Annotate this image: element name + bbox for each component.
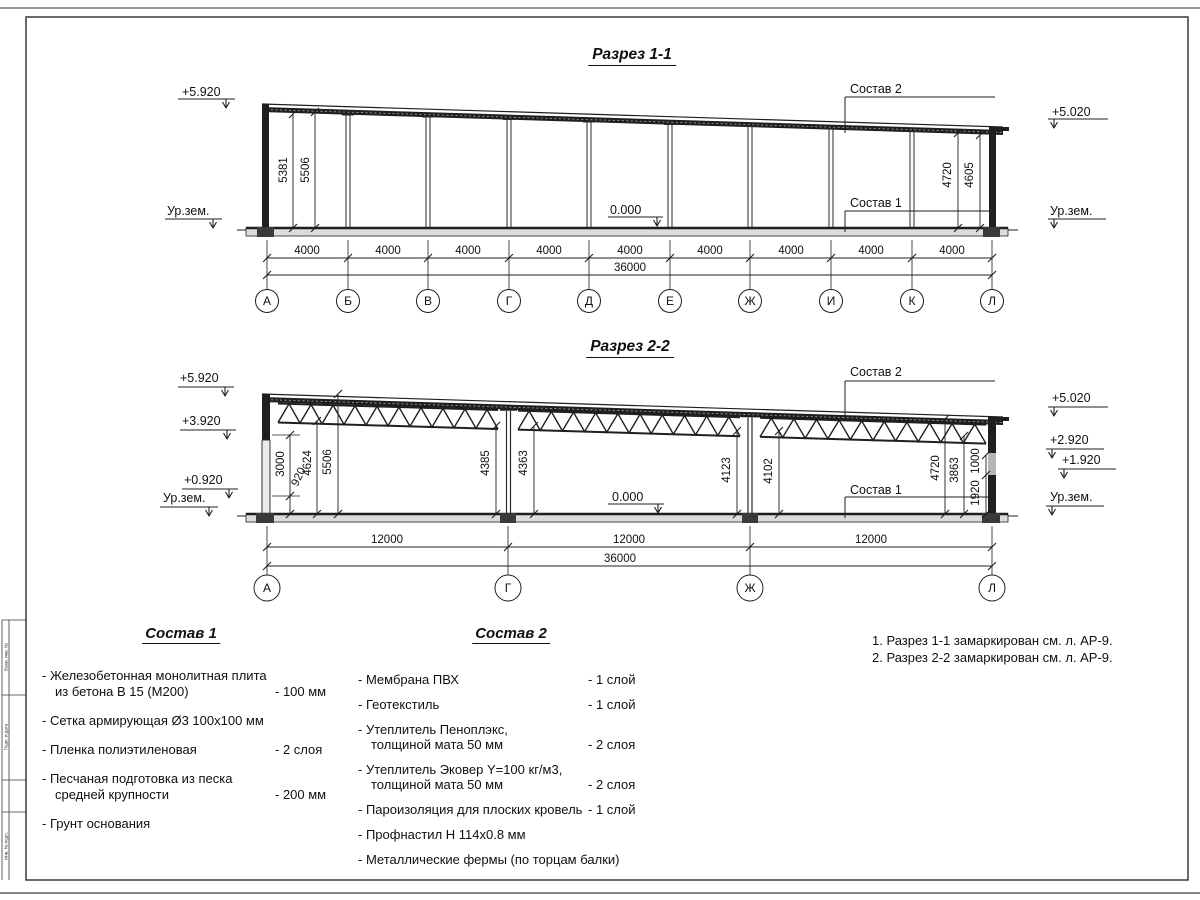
axis-bubble-label: Г: [504, 581, 512, 595]
legend-item-line: средней крупности: [55, 787, 169, 802]
legend-item: [358, 852, 668, 867]
dim-label: 4385: [480, 450, 492, 476]
legend-item: [358, 722, 668, 752]
axis-bubble-label: Е: [665, 294, 675, 308]
legend2-title: Состав 2: [472, 625, 550, 644]
axis-bubble-label: Б: [344, 294, 352, 308]
note-line: 1. Разрез 1-1 замаркирован см. л. АР-9.: [872, 633, 1113, 648]
dim-label: 3863: [949, 457, 961, 483]
axis-bubble-label: А: [262, 581, 272, 595]
legend-item-qty: - 1 слой: [588, 697, 636, 712]
bay-dim-label: 4000: [294, 245, 320, 257]
bay-dim-label: 4000: [939, 245, 965, 257]
legend-item: [358, 827, 668, 842]
ground-level-label: Ур.зем.: [1050, 490, 1093, 504]
dim-label: 1000: [970, 448, 982, 474]
dim-label: 5381: [278, 157, 290, 183]
bay-dim-label: 4000: [778, 245, 804, 257]
legend-item-line: толщиной мата 50 мм: [371, 737, 504, 752]
legend-item: [358, 802, 668, 817]
axis-bubble-label: Л: [988, 581, 996, 595]
axis-bubble-label: Ж: [744, 581, 756, 595]
callout-label: Состав 1: [850, 196, 902, 210]
dim-label: 3000: [275, 451, 287, 477]
dim-label: 920: [289, 465, 309, 489]
axis-bubble-label: Л: [988, 294, 996, 308]
legend-item-line: - Железобетонная монолитная плита: [42, 668, 267, 683]
dim-label: 4624: [302, 450, 314, 476]
section1-title: Разрез 1-1: [588, 46, 676, 66]
elevation-label: +5.920: [180, 371, 219, 385]
dim-label: 1920: [970, 480, 982, 506]
bay-dim-label: 4000: [375, 245, 401, 257]
legend-item-line: - Грунт основания: [42, 816, 151, 831]
elevation-arrows: [206, 99, 1068, 516]
legend-item-line: - Пароизоляция для плоских кровель: [358, 802, 583, 817]
bay-dim-label: 4000: [617, 245, 643, 257]
dim-label: 5506: [322, 449, 334, 475]
legend-item-qty: - 2 слоя: [588, 737, 636, 752]
legend-item: [42, 742, 352, 758]
legend-item-line: - Металлические фермы (по торцам балки): [358, 852, 620, 867]
dim-label: 4363: [518, 450, 530, 476]
total-dim-label: 36000: [604, 553, 636, 565]
elevation-label: +5.020: [1052, 391, 1091, 405]
stamp-label: Инв. № подл.: [3, 831, 9, 861]
zero-level-label: 0.000: [612, 490, 644, 504]
note-line: 2. Разрез 2-2 замаркирован см. л. АР-9.: [872, 649, 1113, 665]
ground-level-label: Ур.зем.: [163, 491, 206, 505]
callout-label: Состав 1: [850, 483, 902, 497]
legend-item-line: толщиной мата 50 мм: [371, 777, 504, 792]
legend-item-qty: - 100 мм: [275, 684, 327, 699]
stamp-label: Взам. инв. №: [3, 643, 9, 671]
bay-dim-label: 12000: [855, 534, 887, 546]
section2-title: Разрез 2-2: [586, 338, 674, 358]
elevation-label: +1.920: [1062, 453, 1101, 467]
axis-bubble-label: И: [826, 294, 836, 308]
dim-label: 4102: [763, 458, 775, 484]
axis-bubble-label: В: [423, 294, 433, 308]
legend-item-line: - Геотекстиль: [358, 697, 440, 712]
axis-bubble-label: К: [908, 294, 916, 308]
legend-item: [358, 762, 668, 792]
legend-item-qty: - 2 слоя: [588, 777, 636, 792]
bay-dim-label: 4000: [858, 245, 884, 257]
legend1-list: [42, 668, 352, 845]
dim-label: 4720: [942, 162, 954, 188]
axis-bubble-label: Д: [584, 294, 594, 308]
legend-item: [42, 668, 352, 700]
legend-item-line: - Утеплитель Пеноплэкс,: [358, 722, 508, 737]
legend-item-qty: - 2 слоя: [275, 742, 323, 757]
bay-dim-label: 4000: [697, 245, 723, 257]
ground-level-label: Ур.зем.: [1050, 204, 1093, 218]
elevation-label: +0.920: [184, 473, 223, 487]
zero-level-label: 0.000: [610, 203, 642, 217]
bay-dim-label: 4000: [455, 245, 481, 257]
legend-item-line: - Утеплитель Эковер Y=100 кг/м3,: [358, 762, 563, 777]
legend-item-line: - Мембрана ПВХ: [358, 672, 459, 687]
sheet-notes: [872, 633, 1113, 666]
elevation-label: +3.920: [182, 414, 221, 428]
legend-item: [358, 697, 668, 712]
stamp-label: Подп. и дата: [3, 723, 9, 751]
legend-item-line: - Песчаная подготовка из песка: [42, 771, 233, 786]
elevation-label: +5.920: [182, 85, 221, 99]
legend-item-qty: - 200 мм: [275, 787, 327, 802]
legend-item-line: из бетона В 15 (М200): [55, 684, 189, 699]
legend2-list: [358, 672, 668, 877]
axis-bubble-label: Ж: [744, 294, 756, 308]
legend-item: [358, 672, 668, 687]
bay-dim-label: 4000: [536, 245, 562, 257]
bay-dim-label: 12000: [613, 534, 645, 546]
axis-bubble-label: А: [262, 294, 272, 308]
elevation-label: +5.020: [1052, 105, 1091, 119]
legend-item: [42, 771, 352, 803]
callout-label: Состав 2: [850, 82, 902, 96]
dim-label: 4605: [964, 162, 976, 188]
bay-dim-label: 12000: [371, 534, 403, 546]
legend-item-line: - Профнастил Н 114х0.8 мм: [358, 827, 526, 842]
callout-label: Состав 2: [850, 365, 902, 379]
dim-label: 5506: [300, 157, 312, 183]
legend-item-qty: - 1 слой: [588, 672, 636, 687]
elevation-label: +2.920: [1050, 433, 1089, 447]
legend-item: [42, 713, 352, 729]
axis-bubble-label: Г: [505, 294, 513, 308]
legend-item-line: - Сетка армирующая Ø3 100х100 мм: [42, 713, 264, 728]
dim-label: 4720: [930, 455, 942, 481]
ground-level-label: Ур.зем.: [167, 204, 210, 218]
legend-item-line: - Пленка полиэтиленовая: [42, 742, 197, 757]
dim-label: 4123: [721, 457, 733, 483]
legend-item-qty: - 1 слой: [588, 802, 636, 817]
legend-item: [42, 816, 352, 832]
total-dim-label: 36000: [614, 262, 646, 274]
legend1-title: Состав 1: [142, 625, 220, 644]
